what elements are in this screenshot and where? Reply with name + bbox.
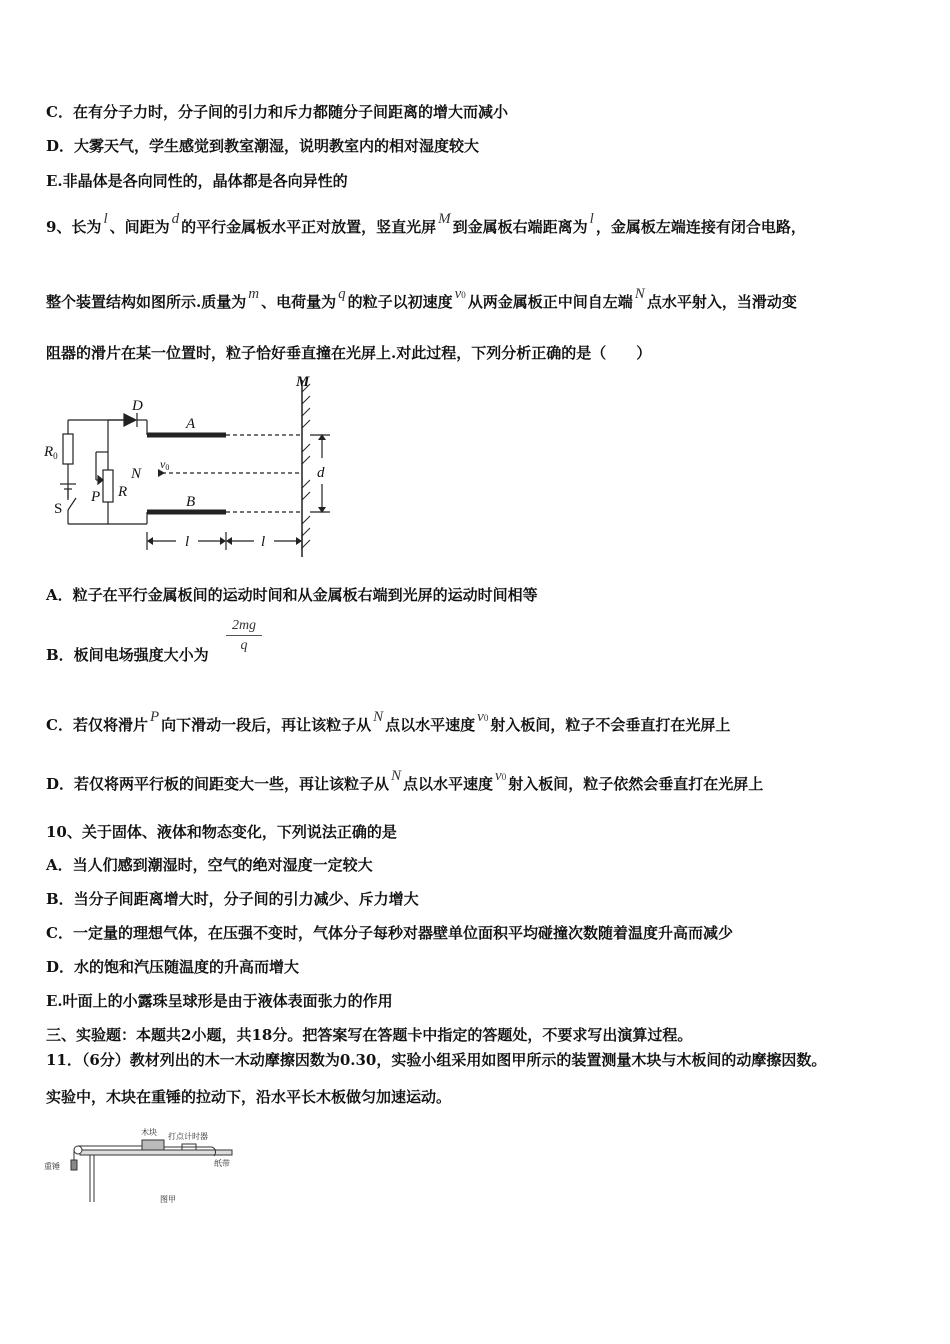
q10-stem: 10、关于固体、液体和物态变化，下列说法正确的是: [46, 823, 397, 841]
q8-option-c: C．在有分子力时，分子间的引力和斥力都随分子间距离的增大而减小: [46, 103, 508, 121]
label-slider-P: P: [91, 489, 101, 505]
q10-option-a: A．当人们感到潮湿时，空气的绝对湿度一定较大: [46, 856, 373, 874]
math-symbol-l: l: [103, 211, 108, 227]
label-plate-B: B: [186, 494, 196, 510]
label-block: 木块: [141, 1128, 157, 1137]
q11-stem-line2: 实验中，木块在重锤的拉动下，沿水平长木板做匀加速运动。: [46, 1088, 452, 1106]
q11-stem-line1: 11．（6分）教材列出的木一木动摩擦因数为0.30，实验小组采用如图甲所示的装置测量木块与木板间的动摩擦因数。: [46, 1051, 827, 1069]
math-symbol-N: N: [373, 709, 384, 725]
figure-caption: 图甲: [160, 1195, 176, 1204]
math-v: v: [477, 709, 484, 725]
label-R: R: [44, 444, 54, 460]
label-plate-A: A: [186, 416, 196, 432]
math-v-sub: 0: [501, 772, 507, 782]
fraction-numerator: 2mg: [226, 618, 262, 636]
math-symbol-d: d: [171, 211, 180, 227]
q10-option-b: B．当分子间距离增大时，分子间的引力减少、斥力增大: [46, 890, 419, 908]
math-v-sub: 0: [461, 290, 466, 300]
text-fragment: 、电荷量为: [261, 293, 337, 311]
math-symbol-P: P: [149, 709, 160, 725]
label-entry-N: N: [131, 466, 142, 482]
text-fragment: 向下滑动一段后，再让该粒子从: [161, 716, 372, 734]
fraction-denominator: q: [240, 638, 248, 653]
text-fragment: C．若仅将滑片: [46, 716, 148, 734]
text-fragment: 点以水平速度: [403, 775, 494, 793]
section-3-heading: 三、实验题：本题共2小题，共18分。把答案写在答题卡中指定的答题处，不要求写出演算过程。: [46, 1026, 693, 1044]
figure-circuit-diagram: [40, 372, 360, 567]
text-fragment: ，金属板左端连接有闭合电路，: [595, 218, 806, 236]
label-R0-sub: 0: [53, 451, 58, 461]
text-fragment: 点水平射入，当滑动变: [646, 293, 797, 311]
label-tape: 纸带: [214, 1159, 230, 1168]
q8-option-e: E.非晶体是各向同性的，晶体都是各向异性的: [46, 172, 348, 190]
text-fragment: 从两金属板正中间自左端: [467, 293, 633, 311]
q9-stem-line3: 阻器的滑片在某一位置时，粒子恰好垂直撞在光屏上.对此过程，下列分析正确的是（ ）: [46, 344, 652, 362]
label-timer: 打点计时器: [168, 1132, 208, 1141]
math-symbol-l: l: [589, 211, 594, 227]
q10-option-d: D．水的饱和汽压随温度的升高而增大: [46, 958, 300, 976]
text-fragment: 射入板间，粒子不会垂直打在光屏上: [490, 716, 731, 734]
label-weight: 重锤: [44, 1162, 60, 1171]
text-fragment: 到金属板右端距离为: [452, 218, 588, 236]
math-v: v: [454, 286, 462, 302]
text-fragment: 点以水平速度: [385, 716, 476, 734]
q9-option-a: A．粒子在平行金属板间的运动时间和从金属板右端到光屏的运动时间相等: [46, 586, 538, 604]
q9-option-b: B．板间电场强度大小为: [46, 646, 209, 664]
label-distance-d: d: [317, 465, 325, 481]
text-fragment: D．若仅将两平行板的间距变大一些，再让该粒子从: [46, 775, 390, 793]
label-screen-M: M: [296, 374, 310, 390]
label-v: v: [160, 457, 166, 471]
q9-option-d: [46, 768, 764, 796]
q10-option-e: E.叶面上的小露珠呈球形是由于液体表面张力的作用: [46, 992, 393, 1010]
math-symbol-N: N: [391, 768, 402, 784]
label-length-l-1: l: [185, 534, 190, 550]
figure-experiment-setup: [42, 1122, 262, 1212]
label-rheostat-R: R: [118, 484, 128, 500]
label-v0-sub: 0: [165, 463, 170, 472]
math-symbol-v0: [475, 709, 490, 725]
math-v: v: [495, 768, 502, 784]
q8-option-d: D．大雾天气，学生感觉到教室潮湿，说明教室内的相对湿度较大: [46, 137, 480, 155]
q10-option-c: C．一定量的理想气体，在压强不变时，气体分子每秒对器壁单位面积平均碰撞次数随着温度升高而减少: [46, 924, 733, 942]
label-resistor-R0: [43, 444, 58, 461]
q9-option-c: [46, 709, 731, 737]
text-fragment: 射入板间，粒子依然会垂直打在光屏上: [508, 775, 764, 793]
text-fragment: 、间距为: [109, 218, 170, 236]
text-fragment: 9、长为: [46, 218, 102, 236]
text-fragment: 的平行金属板水平正对放置，竖直光屏: [181, 218, 437, 236]
label-length-l-2: l: [261, 534, 266, 550]
q9-stem-line1: [46, 211, 806, 238]
math-symbol-N: N: [634, 286, 645, 302]
text-fragment: 整个装置结构如图所示.质量为: [46, 293, 247, 311]
label-velocity-v0: [160, 457, 169, 472]
q9-stem-line2: [46, 286, 797, 314]
math-v-sub: 0: [483, 713, 489, 723]
math-symbol-q: q: [338, 286, 346, 302]
math-symbol-m: m: [248, 286, 260, 302]
label-switch-S: S: [54, 501, 63, 517]
text-fragment: 的粒子以初速度: [347, 293, 453, 311]
math-symbol-v0: [493, 768, 508, 784]
math-symbol-M: M: [438, 211, 451, 227]
label-diode-D: D: [132, 398, 143, 414]
fraction-2mg-over-q: [226, 618, 262, 654]
math-symbol-v0: [453, 286, 468, 302]
